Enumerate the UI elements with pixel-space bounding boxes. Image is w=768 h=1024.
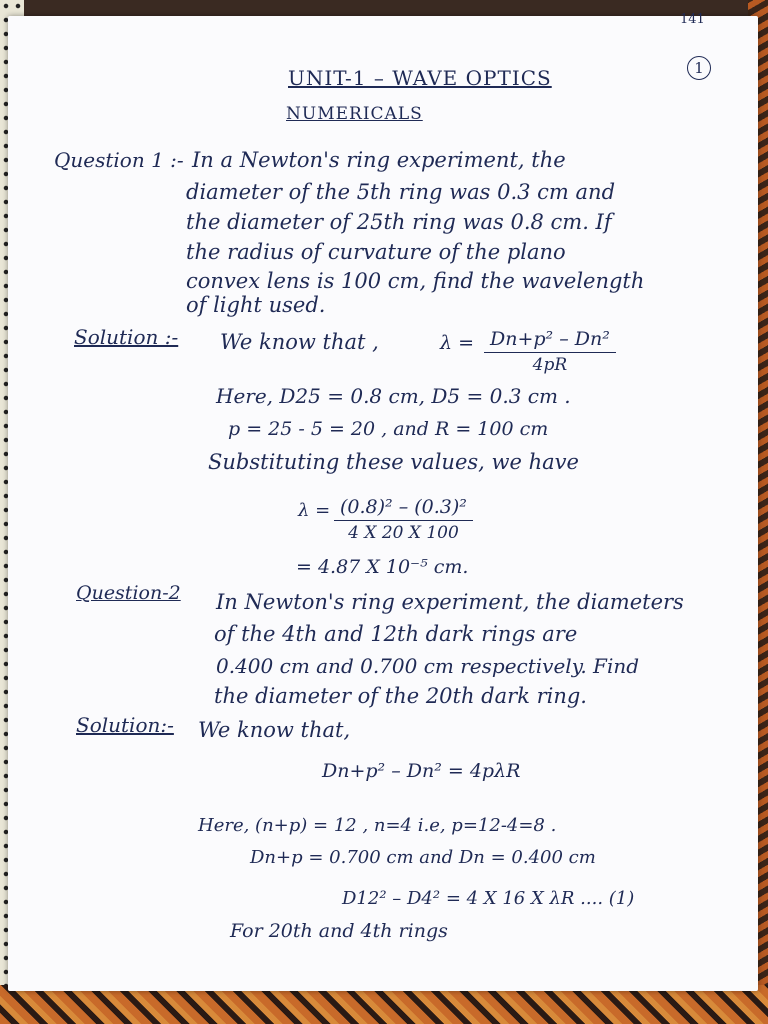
solution-2-label: Solution:- (76, 713, 174, 737)
calc-denominator: 4 X 20 X 100 (348, 523, 459, 543)
question-2-line: of the 4th and 12th dark rings are (214, 622, 578, 646)
section-subtitle: NUMERICALS (286, 104, 423, 124)
solution-1-p-value: p = 25 - 5 = 20 , and R = 100 cm (228, 418, 549, 440)
question-1-label: Question 1 :- (54, 148, 184, 172)
question-2-line: In Newton's ring experiment, the diameters (216, 590, 684, 614)
question-1-line: diameter of the 5th ring was 0.3 cm and (186, 180, 616, 204)
solution-2-intro: We know that, (198, 718, 351, 742)
calc-numerator: (0.8)² – (0.3)² (334, 496, 473, 521)
question-2-line: 0.400 cm and 0.700 cm respectively. Find (216, 654, 640, 678)
solution-1-given-values: Here, D25 = 0.8 cm, D5 = 0.3 cm . (216, 384, 571, 408)
solution-1-intro: We know that , (220, 330, 379, 354)
formula-denominator: 4pR (532, 355, 568, 375)
page-title: UNIT-1 – WAVE OPTICS (288, 66, 552, 90)
solution-2-given-values: Here, (n+p) = 12 , n=4 i.e, p=12-4=8 . (198, 815, 557, 836)
question-1-line: In a Newton's ring experiment, the (192, 148, 566, 172)
question-2-label: Question-2 (76, 582, 181, 604)
calc-lhs: λ = (298, 500, 331, 521)
wavelength-formula (484, 328, 616, 375)
question-1-line: the diameter of 25th ring was 0.8 cm. If (186, 210, 612, 234)
question-1-line: of light used. (186, 293, 326, 317)
formula-numerator: Dn+p² – Dn² (484, 328, 616, 353)
corner-mark: 141 (680, 12, 705, 27)
question-1-line: convex lens is 100 cm, find the wavelength (186, 269, 645, 293)
solution-1-label: Solution :- (74, 325, 179, 349)
page-number: 1 (687, 56, 711, 80)
solution-2-equation: Dn+p² – Dn² = 4pλR (322, 760, 521, 782)
solution-2-equation-1: D12² – D4² = 4 X 16 X λR .... (1) (342, 888, 635, 909)
solution-2-diameters: Dn+p = 0.700 cm and Dn = 0.400 cm (250, 847, 596, 868)
solution-2-next-step: For 20th and 4th rings (230, 920, 448, 942)
question-2-line: the diameter of the 20th dark ring. (214, 684, 587, 708)
wavelength-calculation (334, 496, 473, 543)
solution-1-substitution-text: Substituting these values, we have (208, 450, 579, 474)
formula-lhs: λ = (440, 332, 475, 354)
question-1-line: the radius of curvature of the plano (186, 240, 566, 264)
solution-1-result: = 4.87 X 10⁻⁵ cm. (296, 556, 469, 578)
